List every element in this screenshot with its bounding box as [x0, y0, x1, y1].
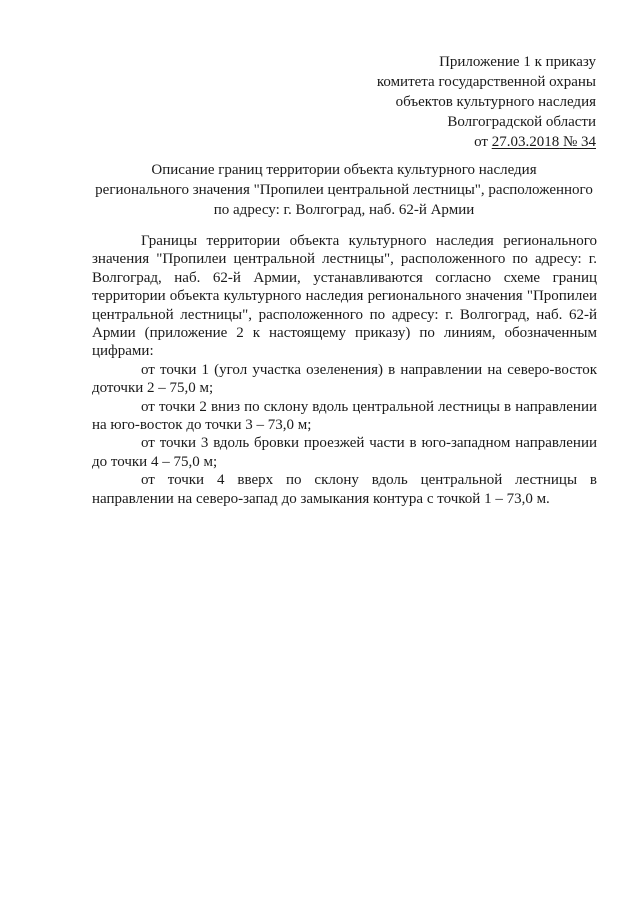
paragraph-point-1: от точки 1 (угол участка озеленения) в направлении на северо-восток доточки 2 – 75,0 м; — [92, 361, 597, 397]
header-line-date-number — [296, 132, 596, 152]
header-line-region: Волгоградской области — [447, 114, 596, 130]
header-line-objects: объектов культурного наследия — [395, 94, 596, 110]
paragraph-point-2: от точки 2 вниз по склону вдоль центральной лестницы в направлении на юго-восток до точки 3 – 73,0 м; — [92, 398, 597, 434]
document-title — [88, 160, 600, 220]
paragraph-point-4: от точки 4 вверх по склону вдоль центральной лестницы в направлении на северо-запад до замыкания контура с точкой 1 – 73,0 м. — [92, 472, 597, 507]
paragraph-intro: Границы территории объекта культурного наследия регионального значения "Пропилеи центральной лестницы", расположенного по адресу: г. Волгоград, наб. 62-й Армии, устанавливаются согласно схеме границ территории объекта культурного наследия регионального значения "Пропилеи центральной лестницы", расположенного по адресу: г. Волгоград, наб. 62-й Армии (приложение 2 к настоящему приказу) по линиям, обозначенным цифрами: — [92, 233, 597, 360]
order-date: 27.03.2018 — [491, 134, 560, 150]
appendix-header — [296, 52, 596, 152]
date-prefix: от — [474, 134, 492, 150]
header-line-appendix: Приложение 1 к приказу — [439, 54, 596, 70]
header-line-committee: комитета государственной охраны — [376, 74, 596, 90]
title-line-2: регионального значения "Пропилеи центральной лестницы", расположенного — [95, 182, 593, 198]
title-line-1: Описание границ территории объекта культурного наследия — [151, 162, 537, 178]
title-line-3: по адресу: г. Волгоград, наб. 62-й Армии — [213, 202, 475, 218]
number-prefix: № — [559, 134, 581, 150]
order-number: 34 — [581, 134, 596, 150]
document-body — [92, 232, 597, 508]
paragraph-point-3: от точки 3 вдоль бровки проезжей части в юго-западном направлении до точки 4 – 75,0 м; — [92, 435, 597, 470]
